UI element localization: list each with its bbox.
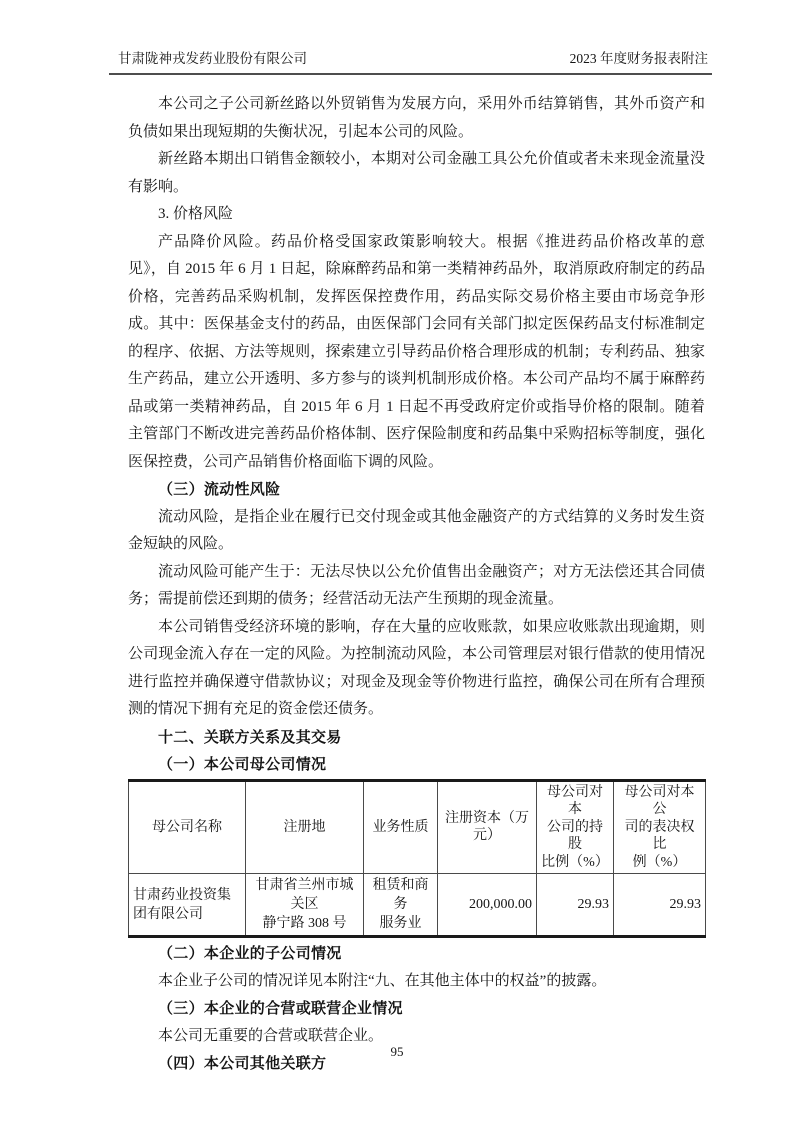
- page-content: [128, 91, 705, 1078]
- cell-business-nature: 租赁和商务 服务业: [364, 874, 438, 937]
- heading-joint-ventures: （三）本企业的合营或联营企业情况: [158, 1000, 403, 1017]
- table-row: [129, 874, 706, 937]
- para-foreign-currency-risk-2: 新丝路本期出口销售金额较小，本期对公司金融工具公允价值或者未来现金流量没有影响。: [128, 151, 705, 195]
- col-header-registered-capital: 注册资本（万 元）: [438, 780, 537, 874]
- page-footer: [0, 1044, 794, 1060]
- cell-shareholding-ratio: 29.93: [537, 874, 614, 937]
- para-liquidity-risk-2: 流动风险可能产生于：无法尽快以公允价值售出金融资产；对方无法偿还其合同债务；需提前偿还到期的债务；经营活动无法产生预期的现金流量。: [128, 563, 705, 607]
- page-number: 95: [390, 1044, 404, 1059]
- col-header-voting-ratio: 母公司对本公 司的表决权比 例（%）: [614, 780, 706, 874]
- cell-registered-place: 甘肃省兰州市城 关区 静宁路 308 号: [246, 874, 364, 937]
- subheading-price-risk: 3. 价格风险: [158, 206, 234, 222]
- table-header-row: [129, 780, 706, 874]
- cell-registered-capital: 200,000.00: [438, 874, 537, 937]
- cell-parent-name: 甘肃药业投资集 团有限公司: [129, 874, 246, 937]
- para-joint-ventures: 本公司无重要的合营或联营企业。: [158, 1027, 384, 1044]
- heading-subsidiaries: （二）本企业的子公司情况: [158, 945, 342, 962]
- parent-company-table: [128, 779, 706, 939]
- col-header-business-nature: 业务性质: [364, 780, 438, 874]
- page-header: [109, 50, 712, 75]
- para-price-risk: 产品降价风险。药品价格受国家政策影响较大。根据《推进药品价格改革的意见》，自 2015 年 6 月 1 日起，除麻醉药品和第一类精神药品外，取消原政府制定的药品价格，完善药品采购机制，发挥医保控费作用，药品实际交易价格主要由市场竞争形成。其中：医保基金支付的药品，由医保部门会同有关部门拟定医保药品支付标准制定的程序、依据、方法等规则，探索建立引导药品价格合理形成的机制；专利药品、独家生产药品，建立公开透明、多方参与的谈判机制形成价格。本公司产品均不属于麻醉药品或第一类精神药品，自 2015 年 6 月 1 日起不再受政府定价或指导价格的限制。随着主管部门不断改进完善药品价格体制、医疗保险制度和药品集中采购招标等制度，强化医保控费，公司产品销售价格面临下调的风险。: [128, 233, 705, 470]
- heading-parent-company: （一）本公司母公司情况: [158, 756, 327, 773]
- col-header-parent-name: 母公司名称: [129, 780, 246, 874]
- para-foreign-currency-risk-1: 本公司之子公司新丝路以外贸销售为发展方向，采用外币结算销售，其外币资产和负债如果出现短期的失衡状况，引起本公司的风险。: [128, 96, 705, 140]
- cell-voting-ratio: 29.93: [614, 874, 706, 937]
- doc-title: 2023 年度财务报表附注: [569, 51, 708, 66]
- para-liquidity-risk-1: 流动风险，是指企业在履行已交付现金或其他金融资产的方式结算的义务时发生资金短缺的风险。: [128, 508, 705, 552]
- heading-liquidity-risk: （三）流动性风险: [158, 481, 281, 498]
- col-header-shareholding-ratio: 母公司对本 公司的持股 比例（%）: [537, 780, 614, 874]
- para-liquidity-risk-3: 本公司销售受经济环境的影响，存在大量的应收账款，如果应收账款出现逾期，则公司现金流入存在一定的风险。为控制流动风险，本公司管理层对银行借款的使用情况进行监控并确保遵守借款协议；对现金及现金等价物进行监控，确保公司在所有合理预测的情况下拥有充足的资金偿还债务。: [128, 618, 705, 717]
- col-header-registered-place: 注册地: [246, 780, 364, 874]
- heading-other-related-parties: （四）本公司其他关联方: [158, 1055, 327, 1072]
- para-subsidiaries: 本企业子公司的情况详见本附注“九、在其他主体中的权益”的披露。: [158, 972, 607, 989]
- heading-related-parties: 十二、关联方关系及其交易: [158, 728, 342, 746]
- company-name: 甘肃陇神戎发药业股份有限公司: [118, 51, 307, 66]
